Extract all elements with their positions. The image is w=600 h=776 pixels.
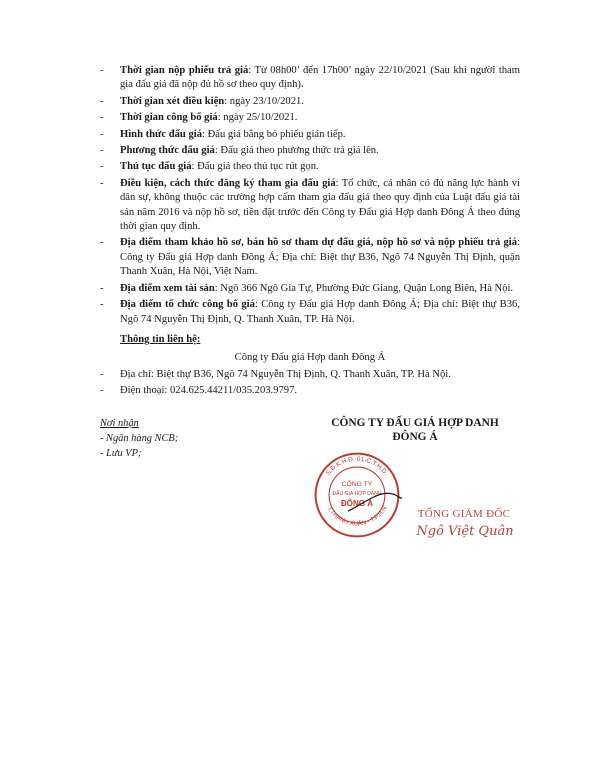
auction-details <box>100 64 520 401</box>
detail-item: - Địa điểm tham khảo hồ sơ, bán hồ sơ tham dự đấu giá, nộp hồ sơ và nộp phiếu trả giá: Công ty Đấu giá Hợp danh Đông Á; Địa chỉ: Biệt thự B36, Ngõ 74 Nguyễn Thị Định, quận Thanh Xuân, Hà Nội, Việt Nam. <box>100 237 520 278</box>
detail-text: : ngày 23/10/2021. <box>224 95 304 107</box>
svg-text:ĐÔNG Á: ĐÔNG Á <box>340 498 374 508</box>
contact-address: - Địa chỉ: Biệt thự B36, Ngõ 74 Nguyễn Thị Định, Q. Thanh Xuân, TP. Hà Nội. <box>100 368 451 380</box>
detail-item: - Địa điểm xem tài sản: Ngõ 366 Ngô Gia Tự, Phường Đức Giang, Quận Long Biên, Hà Nội. <box>100 282 514 294</box>
signature-company-line1: CÔNG TY ĐẤU GIÁ HỢP DANH <box>331 417 499 429</box>
contact-company: Công ty Đấu giá Hợp danh Đông Á <box>234 352 386 364</box>
detail-text: : Đấu giá bằng bỏ phiếu gián tiếp. <box>202 128 346 140</box>
detail-label: Điều kiện, cách thức đăng ký tham gia đấu giá <box>120 177 336 189</box>
detail-item: - Thời gian công bố giá: ngày 25/10/2021. <box>100 112 298 124</box>
detail-item: - Địa điểm tổ chức công bố giá: Công ty Đấu giá Hợp danh Đông Á; Địa chỉ: Biệt thự B36, Ngõ 74 Nguyễn Thị Định, Q. Thanh Xuân, TP. Hà Nội. <box>100 299 520 325</box>
director-title: TỔNG GIÁM ĐỐC <box>417 508 511 520</box>
detail-label: Địa điểm xem tài sản <box>120 282 215 294</box>
recipient-item: - Ngân hàng NCB; <box>100 433 179 444</box>
recipients-title: Nơi nhận <box>100 418 139 429</box>
detail-text: : Tổ chức, cá nhân có đủ năng lực hành vi dân sự, không thuộc các trường hợp cấm tham gia đấu giá theo quy định của Luật đấu giá tài sản năm 2016 và nộp hồ sơ, tiền đặt trước đến Công ty Đấu giá Hợp danh Đông Á theo đúng thời gian quy định. <box>120 177 520 233</box>
detail-label: Hình thức đấu giá <box>120 128 203 140</box>
detail-text: : ngày 25/10/2021. <box>217 112 298 124</box>
contact-phone: - Điện thoại: 024.625.44211/035.203.9797. <box>100 385 298 397</box>
detail-label: Địa điểm tổ chức công bố giá <box>120 299 255 311</box>
detail-label: Địa điểm tham khảo hồ sơ, bán hồ sơ tham dự đấu giá, nộp hồ sơ và nộp phiếu trả giá <box>120 237 518 249</box>
svg-text:T.THANH XUÂN - T.P.H.N: T.THANH XUÂN - T.P.H.N <box>325 505 389 528</box>
detail-item: - Phương thức đấu giá: Đấu giá theo phương thức trả giá lên. <box>100 145 379 157</box>
detail-label: Thời gian xét điều kiện <box>120 95 225 107</box>
director-name: Ngô Việt Quân <box>416 524 514 539</box>
detail-label: Phương thức đấu giá <box>120 145 215 157</box>
detail-item: - Điều kiện, cách thức đăng ký tham gia đấu giá: Tổ chức, cá nhân có đủ năng lực hành vi dân sự, không thuộc các trường hợp cấm tham gia đấu giá theo quy định của Luật đấu giá tài sản năm 2016 và nộp hồ sơ, tiền đặt trước đến Công ty Đấu giá Hợp danh Đông Á theo đúng thời gian quy định. <box>100 177 520 233</box>
svg-text:S.Đ.K.H.Đ.-01-C.T.H.D.: S.Đ.K.H.Đ.-01-C.T.H.D. <box>324 455 390 477</box>
recipient-item: - Lưu VP; <box>100 448 142 459</box>
detail-text: : Công ty Đấu giá Hợp danh Đông Á; Địa chỉ: Biệt thự B36, Ngõ 74 Nguyễn Thị Định, quận Thanh Xuân, Hà Nội, Việt Nam. <box>120 237 520 278</box>
detail-item: - Thời gian xét điều kiện: ngày 23/10/2021. <box>100 95 304 107</box>
signature-block <box>300 416 530 539</box>
detail-item: - Thời gian nộp phiếu trả giá: Từ 08h00’ đến 17h00’ ngày 22/10/2021 (Sau khi người tham gia đấu giá đã nộp đủ hồ sơ theo quy định). <box>100 65 520 91</box>
signature-company-line2: ĐÔNG Á <box>392 431 438 443</box>
detail-text: : Ngõ 366 Ngô Gia Tự, Phường Đức Giang, Quận Long Biên, Hà Nội. <box>214 282 514 294</box>
detail-text: : Từ 08h00’ đến 17h00’ ngày 22/10/2021 (Sau khi người tham gia đấu giá đã nộp đủ hồ sơ theo quy định). <box>120 65 520 91</box>
svg-text:ĐẤU GIÁ HỢP DANH: ĐẤU GIÁ HỢP DANH <box>332 491 382 497</box>
detail-item: - Thủ tục đấu giá: Đấu giá theo thủ tục rút gọn. <box>100 161 319 173</box>
detail-label: Thời gian nộp phiếu trả giá <box>120 65 249 76</box>
detail-text: : Công ty Đấu giá Hợp danh Đông Á; Địa chỉ: Biệt thự B36, Ngõ 74 Nguyễn Thị Định, Q. Thanh Xuân, TP. Hà Nội. <box>120 299 520 325</box>
company-seal-icon <box>312 450 402 540</box>
detail-label: Thủ tục đấu giá <box>120 161 192 173</box>
svg-text:CÔNG TY: CÔNG TY <box>341 481 373 488</box>
contact-title: Thông tin liên hệ: <box>120 333 201 345</box>
detail-text: : Đấu giá theo phương thức trả giá lên. <box>214 145 379 157</box>
detail-text: : Đấu giá theo thủ tục rút gọn. <box>191 161 319 173</box>
recipients-block <box>100 416 178 461</box>
detail-label: Thời gian công bố giá <box>120 112 218 124</box>
detail-item: - Hình thức đấu giá: Đấu giá bằng bỏ phiếu gián tiếp. <box>100 128 346 140</box>
